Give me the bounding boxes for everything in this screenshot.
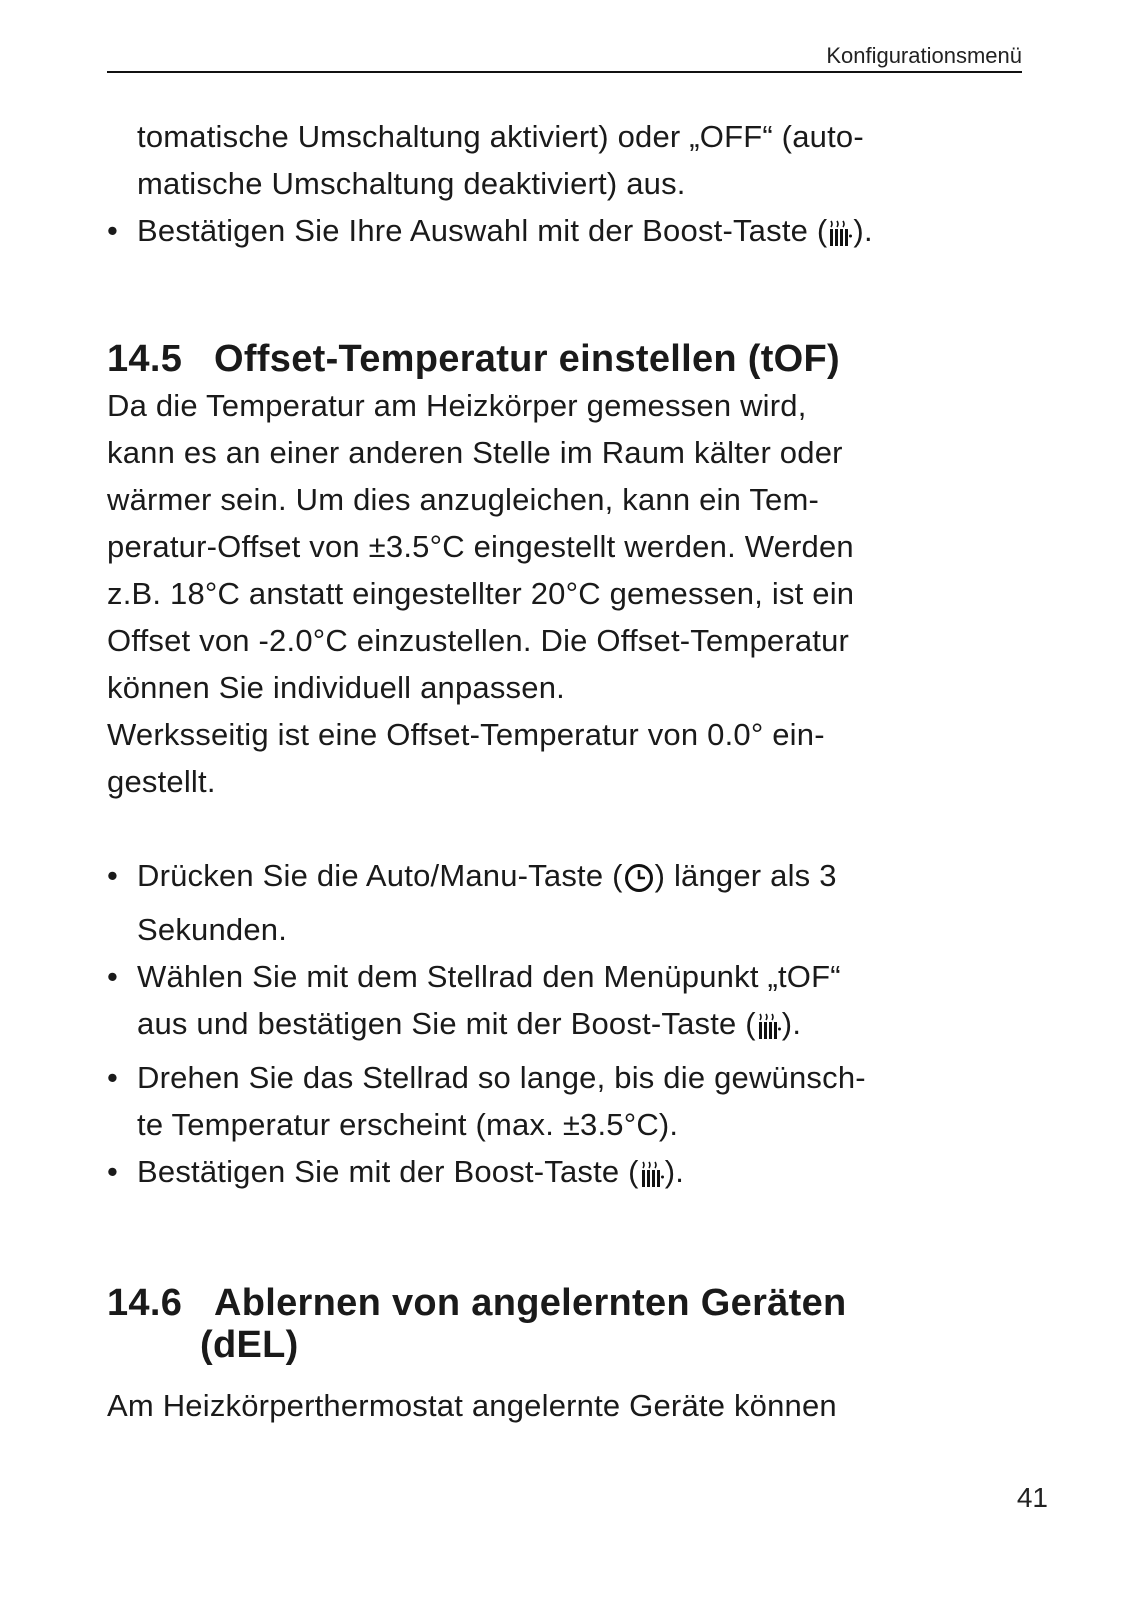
page-number: 41	[1016, 1482, 1048, 1513]
list-item: • Bestätigen Sie Ihre Auswahl mit der Boost-Taste ( ).	[107, 207, 1025, 261]
intro-continuation	[107, 113, 1025, 207]
list-item: • Bestätigen Sie mit der Boost-Taste ( ).	[107, 1148, 1025, 1202]
bullet-dot: •	[107, 1060, 119, 1095]
list-item: • Drehen Sie das Stellrad so lange, bis die gewünsch- te Temperatur erscheint (max. ±3.5°C).	[107, 1054, 1025, 1148]
section-heading-14-5	[107, 338, 1025, 380]
remove-devices-paragraph: Am Heizkörperthermostat angelernte Geräte können	[107, 1388, 837, 1423]
paragraph-line: gestellt.	[107, 764, 216, 799]
running-header: Konfigurationsmenü	[826, 43, 1022, 68]
factory-default-paragraph	[107, 711, 1025, 805]
offset-paragraph	[107, 382, 1025, 711]
bullet-dot: •	[107, 858, 119, 893]
boost-icon	[828, 214, 852, 261]
section-number: 14.6	[107, 1282, 183, 1324]
paragraph-line: z.B. 18°C anstatt eingestellter 20°C gemessen, ist ein	[107, 576, 855, 611]
paragraph-line: Werksseitig ist eine Offset-Temperatur von 0.0° ein-	[107, 717, 825, 752]
paragraph-line: Da die Temperatur am Heizkörper gemessen wird,	[107, 388, 807, 423]
bullet-dot: •	[107, 1154, 119, 1189]
bullet-dot: •	[107, 959, 119, 994]
list-item: • Wählen Sie mit dem Stellrad den Menüpunkt „tOF“ aus und bestätigen Sie mit der Boost-Taste ( ).	[107, 953, 1025, 1054]
clock-icon	[624, 859, 654, 906]
intro-line: matische Umschaltung deaktiviert) aus.	[137, 166, 686, 201]
paragraph-line: wärmer sein. Um dies anzugleichen, kann ein Tem-	[107, 482, 820, 517]
section-title-continuation: (dEL)	[200, 1324, 299, 1366]
section-heading-14-6	[107, 1282, 1025, 1366]
list-item: • Drücken Sie die Auto/Manu-Taste ( ) länger als 3 Sekunden.	[107, 852, 1025, 953]
paragraph-line: können Sie individuell anpassen.	[107, 670, 565, 705]
bullet-dot: •	[107, 213, 119, 248]
section-title: Ablernen von angelernten Geräten	[214, 1282, 847, 1324]
header-divider	[107, 71, 1022, 73]
section-number: 14.5	[107, 338, 183, 380]
paragraph-line: peratur-Offset von ±3.5°C eingestellt werden. Werden	[107, 529, 854, 564]
boost-icon	[757, 1007, 781, 1054]
boost-icon	[640, 1155, 664, 1202]
page-content	[107, 113, 1025, 1429]
intro-line: tomatische Umschaltung aktiviert) oder „OFF“ (auto-	[137, 119, 864, 154]
paragraph-line: kann es an einer anderen Stelle im Raum kälter oder	[107, 435, 843, 470]
section-title: Offset-Temperatur einstellen (tOF)	[214, 338, 841, 380]
paragraph-line: Offset von -2.0°C einzustellen. Die Offset-Temperatur	[107, 623, 850, 658]
steps-list	[107, 852, 1025, 1202]
